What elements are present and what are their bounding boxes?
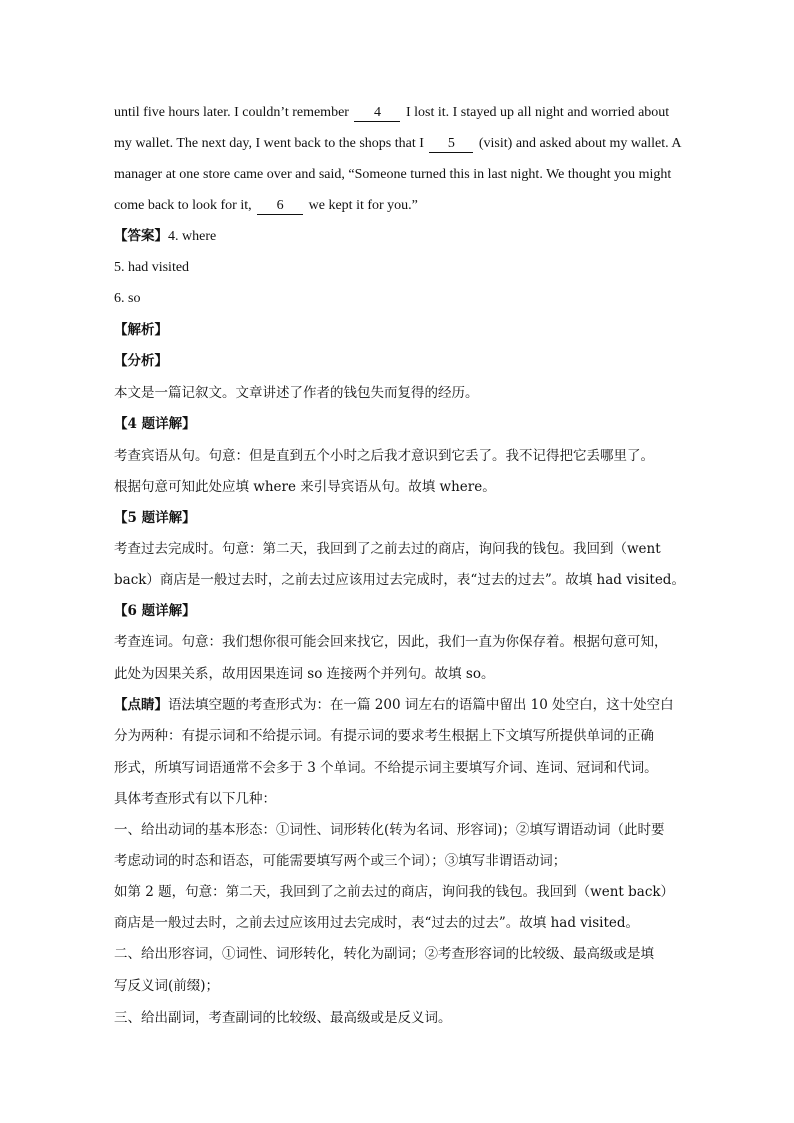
passage-line-3 [114, 165, 671, 185]
passage-text: until five hours later. I couldn’t remember [114, 105, 349, 120]
blank-6: 6 [257, 198, 303, 215]
answer-tag: 【答案】 [114, 228, 168, 244]
passage-line-2 [114, 134, 681, 154]
dianjing-tag: 【点睛】 [114, 697, 168, 713]
dianjing-line-6: 考虑动词的时态和语态，可能需要填写两个或三个词）；③填写非谓语动词； [114, 853, 567, 869]
blank-5: 5 [429, 136, 473, 153]
q6-line-1: 考查连词。句意：我们想你很可能会回来找它，因此，我们一直为你保存着。根据句意可知， [114, 634, 668, 650]
dianjing-line-4: 具体考查形式有以下几种： [114, 791, 276, 807]
fenxi-tag: 【分析】 [114, 353, 168, 369]
dianjing-line-2: 分为两种：有提示词和不给提示词。有提示词的要求考生根据上下文填写所提供单词的正确 [114, 728, 654, 744]
passage-text: (visit) and asked about my wallet. A [478, 136, 682, 151]
dianjing-line-11: 三、给出副词，考查副词的比较级、最高级或是反义词。 [114, 1010, 452, 1026]
dianjing-text: 语法填空题的考查形式为：在一篇 200 词左右的语篇中留出 10 处空白，这十处空白 [168, 697, 674, 713]
passage-text: I lost it. I stayed up all night and worried about [405, 105, 670, 120]
passage-text: come back to look for it, [114, 198, 252, 213]
dianjing-line-9: 二、给出形容词，①词性、词形转化，转化为副词；②考查形容词的比较级、最高级或是填 [114, 946, 654, 962]
q4-tag: 【4 题详解】 [114, 416, 196, 432]
q5-line-1: 考查过去完成时。句意：第二天，我回到了之前去过的商店，询问我的钱包。我回到（went [114, 541, 661, 557]
dianjing-line-7: 如第 2 题，句意：第二天，我回到了之前去过的商店，询问我的钱包。我回到（went back） [114, 884, 675, 900]
q5-line-2: back）商店是一般过去时，之前去过应该用过去完成时，表“过去的过去”。故填 had visited。 [114, 572, 685, 588]
dianjing-line-10: 写反义词(前缀)； [114, 978, 220, 994]
dianjing-line-3: 形式，所填写词语通常不会多于 3 个单词。不给提示词主要填写介词、连词、冠词和代词。 [114, 760, 658, 776]
q4-line-2: 根据句意可知此处应填 where 来引导宾语从句。故填 where。 [114, 479, 496, 495]
dianjing-line-5: 一、给出动词的基本形态：①词性、词形转化(转为名词、形容词)；②填写谓语动词（此时要 [114, 822, 665, 838]
dianjing-line-8: 商店是一般过去时，之前去过应该用过去完成时，表“过去的过去”。故填 had visited。 [114, 915, 640, 931]
passage-line-4 [114, 196, 418, 216]
fenxi-text: 本文是一篇记叙文。文章讲述了作者的钱包失而复得的经历。 [114, 385, 479, 401]
answer-6: 6. so [114, 291, 141, 306]
passage-text: manager at one store came over and said, “Someone turned this in last night. We thought you might [114, 167, 672, 182]
q5-tag: 【5 题详解】 [114, 510, 196, 526]
q4-line-1: 考查宾语从句。句意：但是直到五个小时之后我才意识到它丢了。我不记得把它丢哪里了。 [114, 448, 654, 464]
passage-text: we kept it for you.” [308, 198, 418, 213]
q6-tag: 【6 题详解】 [114, 603, 196, 619]
blank-4: 4 [354, 105, 400, 122]
passage-line-1 [114, 103, 669, 123]
answer-row [114, 226, 216, 247]
q6-line-2: 此处为因果关系，故用因果连词 so 连接两个并列句。故填 so。 [114, 666, 495, 682]
answer-5: 5. had visited [114, 260, 190, 275]
passage-text: my wallet. The next day, I went back to the shops that I [114, 136, 424, 151]
answer-4: 4. where [168, 229, 217, 244]
dianjing-line-1 [114, 695, 674, 715]
analysis-tag: 【解析】 [114, 322, 168, 338]
